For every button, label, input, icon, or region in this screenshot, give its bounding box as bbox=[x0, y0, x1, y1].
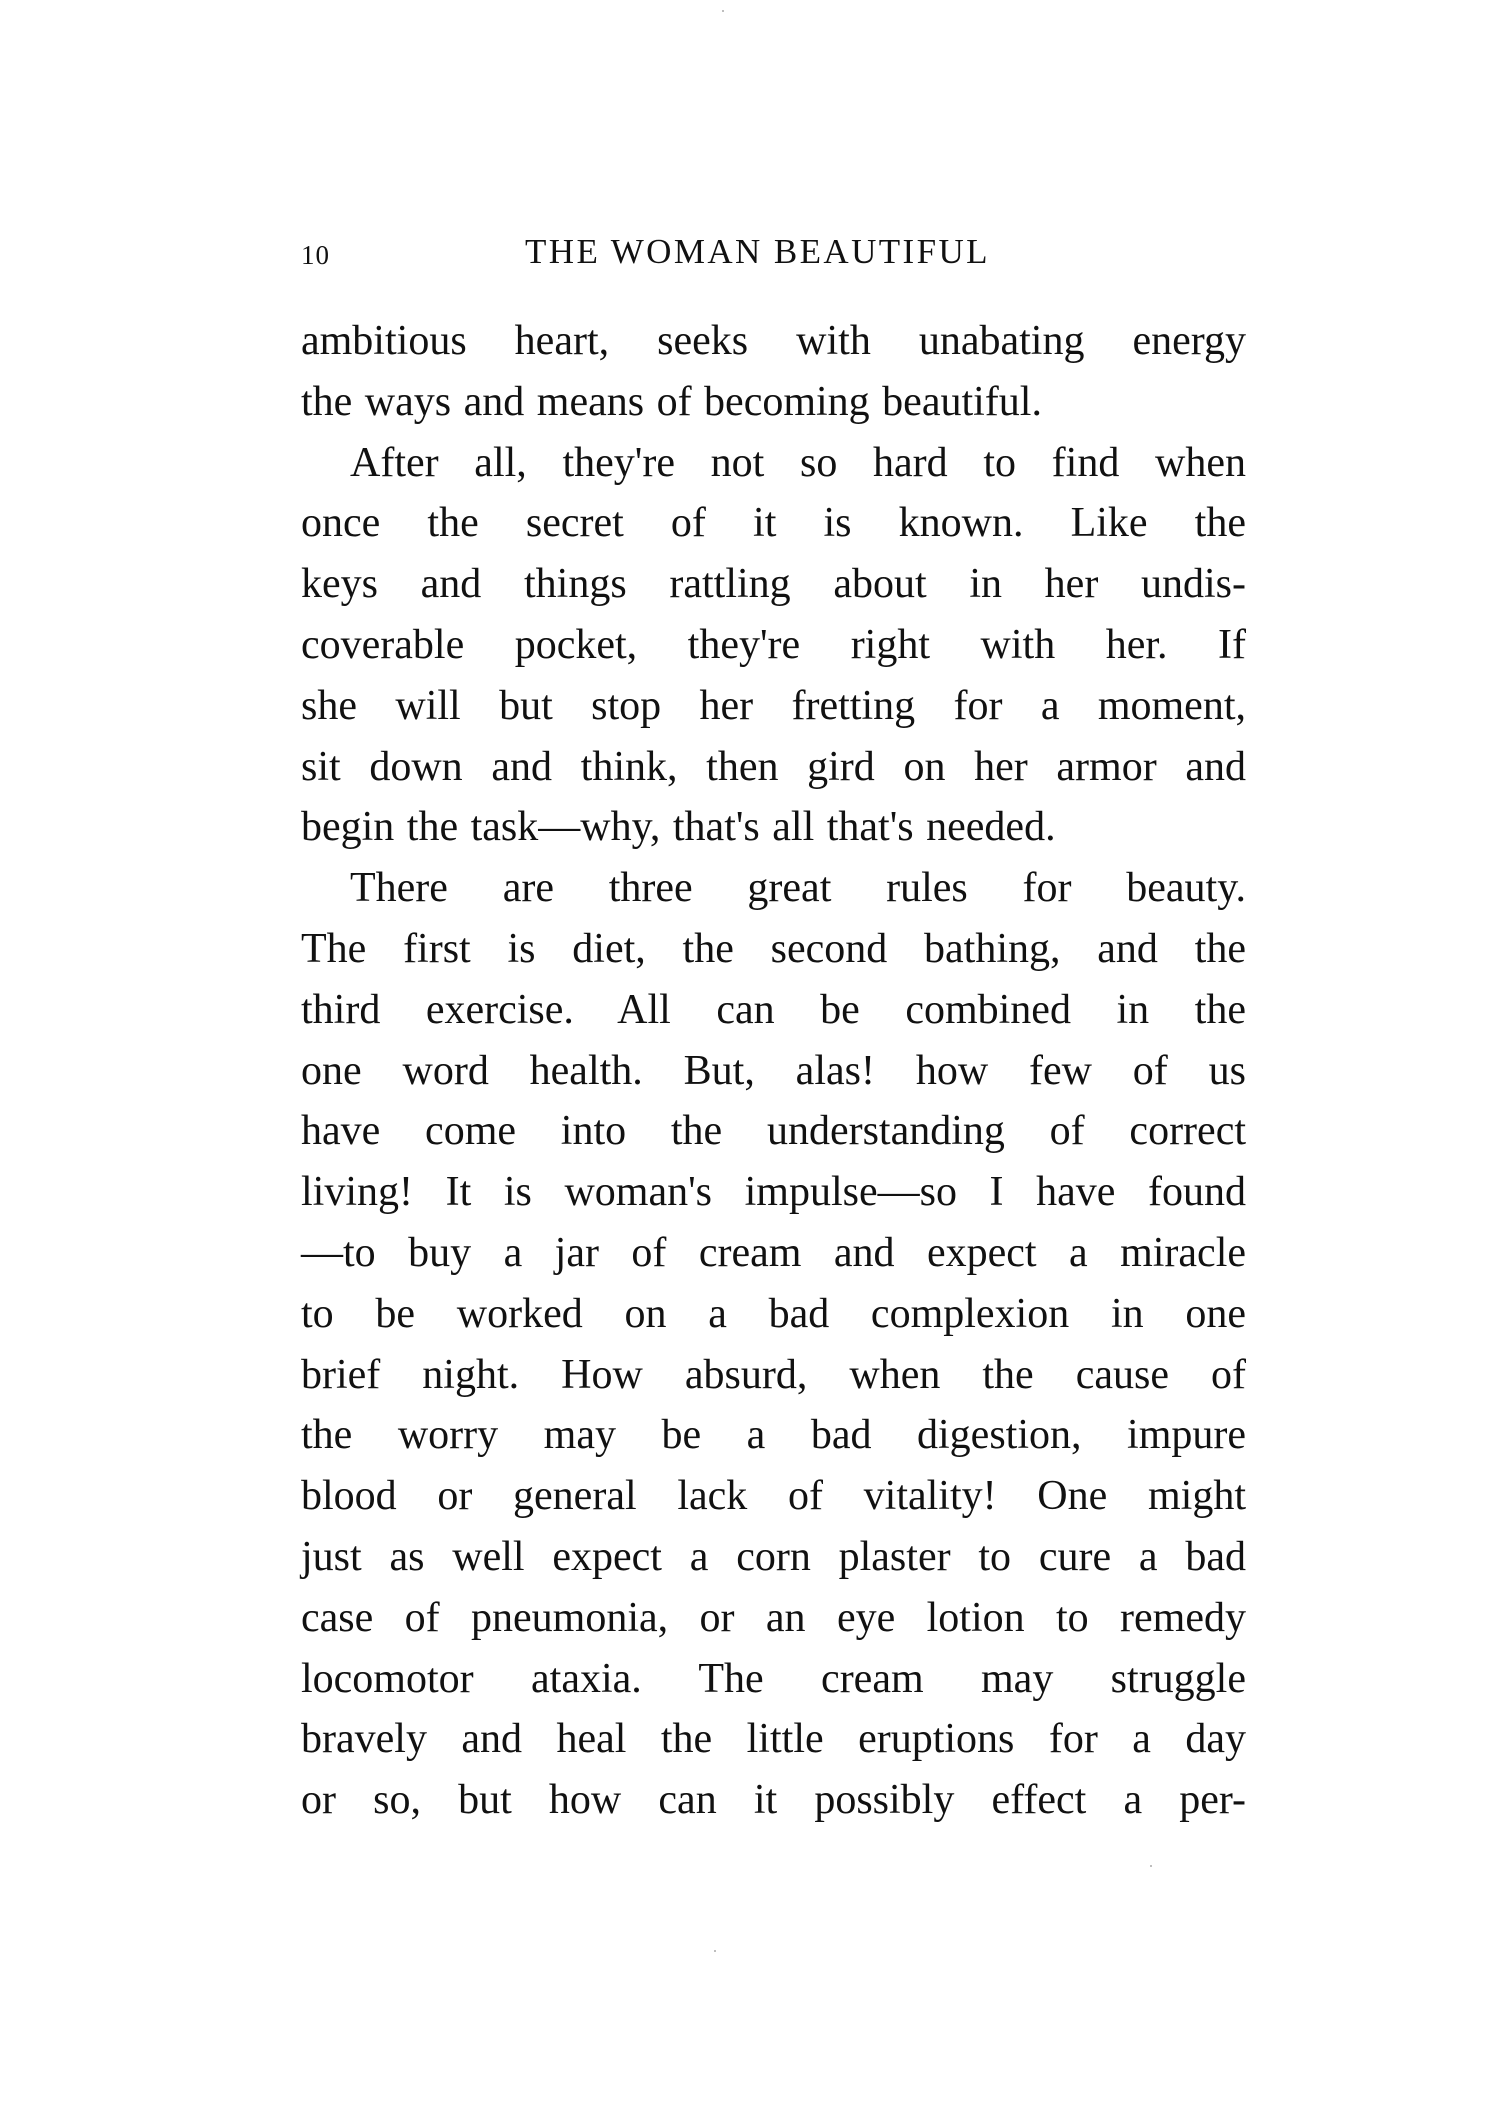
running-title: THE WOMAN BEAUTIFUL bbox=[525, 232, 990, 271]
text-line: one word health. But, alas! how few of us bbox=[301, 1047, 1246, 1094]
text-line: the worry may be a bad digestion, impure bbox=[301, 1412, 1246, 1459]
text-line: After all, they're not so hard to find when bbox=[350, 439, 1246, 486]
text-line: bravely and heal the little eruptions for a day bbox=[301, 1716, 1246, 1763]
text-line: blood or general lack of vitality! One might bbox=[301, 1473, 1246, 1520]
text-line: There are three great rules for beauty. bbox=[350, 865, 1246, 912]
scan-speck bbox=[714, 1950, 716, 1952]
text-line: ambitious heart, seeks with unabating energy bbox=[301, 318, 1246, 364]
text-line: keys and things rattling about in her undis- bbox=[301, 561, 1246, 608]
running-header bbox=[301, 232, 1246, 272]
text-line: living! It is woman's impulse—so I have found bbox=[301, 1169, 1246, 1216]
text-line: just as well expect a corn plaster to cure a bad bbox=[301, 1533, 1246, 1580]
scan-speck bbox=[722, 10, 724, 12]
text-line: she will but stop her fretting for a moment, bbox=[301, 682, 1246, 729]
text-line: The first is diet, the second bathing, and the bbox=[301, 925, 1246, 972]
text-line: —to buy a jar of cream and expect a miracle bbox=[301, 1229, 1246, 1276]
text-line: have come into the understanding of correct bbox=[301, 1108, 1246, 1155]
text-line: coverable pocket, they're right with her. If bbox=[301, 621, 1246, 668]
text-line: sit down and think, then gird on her armor and bbox=[301, 743, 1246, 790]
text-line: the ways and means of becoming beautiful. bbox=[301, 378, 1042, 425]
text-line: locomotor ataxia. The cream may struggle bbox=[301, 1655, 1246, 1702]
text-line: third exercise. All can be combined in the bbox=[301, 986, 1246, 1033]
page-body-text bbox=[301, 311, 1246, 1831]
text-line: case of pneumonia, or an eye lotion to remedy bbox=[301, 1594, 1246, 1641]
text-line: begin the task—why, that's all that's needed. bbox=[301, 804, 1056, 851]
text-line: brief night. How absurd, when the cause of bbox=[301, 1351, 1246, 1398]
text-line: or so, but how can it possibly effect a per- bbox=[301, 1777, 1246, 1824]
page-number: 10 bbox=[301, 240, 330, 270]
scan-speck bbox=[1150, 1865, 1152, 1867]
text-line: to be worked on a bad complexion in one bbox=[301, 1290, 1246, 1337]
text-line: once the secret of it is known. Like the bbox=[301, 500, 1246, 547]
